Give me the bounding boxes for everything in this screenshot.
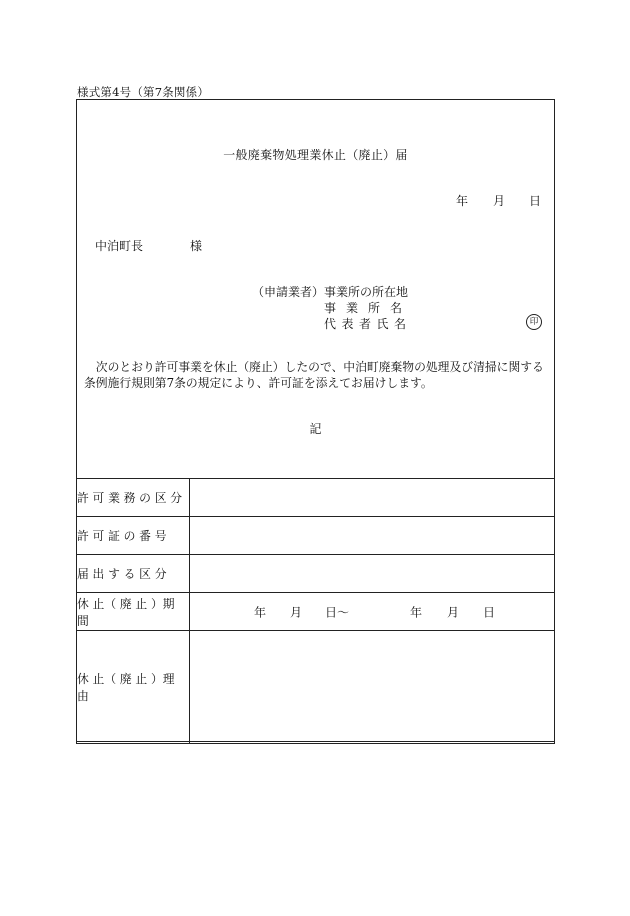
addressee: 中泊町長 xyxy=(95,239,144,253)
permit-number-field[interactable] xyxy=(190,517,555,555)
suspension-period-field[interactable] xyxy=(190,593,555,631)
form-number-label: 様式第4号（第7条関係） xyxy=(77,85,210,99)
row-label-suspension-reason: 休 止（ 廃 止 ）理 由 xyxy=(77,631,190,744)
applicant-label: （申請業者） xyxy=(252,285,325,299)
ki-heading: 記 xyxy=(309,422,322,436)
table-row xyxy=(77,631,555,744)
row-label-suspension-period: 休 止（ 廃 止 ）期 間 xyxy=(77,593,190,631)
seal-mark: 印 xyxy=(526,314,542,330)
period-end-day: 日 xyxy=(483,605,496,619)
notice-body-text: 次のとおり許可事業を休止（廃止）したので、中泊町廃棄物の処理及び清掃に関する条例施行規則第7条の規定により、許可証を添えてお届けします。 xyxy=(84,360,544,390)
honorific: 様 xyxy=(190,239,203,253)
date-month-label: 月 xyxy=(493,194,506,208)
business-category-field[interactable] xyxy=(190,479,555,517)
office-address-label: 事業所の所在地 xyxy=(324,285,409,299)
row-label-business-category: 許 可 業 務 の 区 分 xyxy=(77,479,190,517)
representative-name-label: 代表者氏名 xyxy=(324,317,412,331)
date-day-label: 日 xyxy=(529,194,542,208)
office-name-label: 事業所名 xyxy=(324,301,413,315)
period-start-day: 日〜 xyxy=(325,605,350,619)
table-row xyxy=(77,555,555,593)
notification-type-field[interactable] xyxy=(190,555,555,593)
suspension-reason-field[interactable] xyxy=(190,631,555,744)
table-row xyxy=(77,517,555,555)
date-year-label: 年 xyxy=(456,194,469,208)
table-row xyxy=(77,593,555,631)
period-end-month: 月 xyxy=(447,605,460,619)
row-label-notification-type: 届 出 す る 区 分 xyxy=(77,555,190,593)
details-table xyxy=(76,478,555,744)
table-row xyxy=(77,479,555,517)
period-start-year: 年 xyxy=(254,605,267,619)
period-end-year: 年 xyxy=(410,605,423,619)
row-label-permit-number: 許 可 証 の 番 号 xyxy=(77,517,190,555)
form-frame xyxy=(76,99,555,742)
document-title: 一般廃棄物処理業休止（廃止）届 xyxy=(223,148,408,162)
period-start-month: 月 xyxy=(290,605,303,619)
